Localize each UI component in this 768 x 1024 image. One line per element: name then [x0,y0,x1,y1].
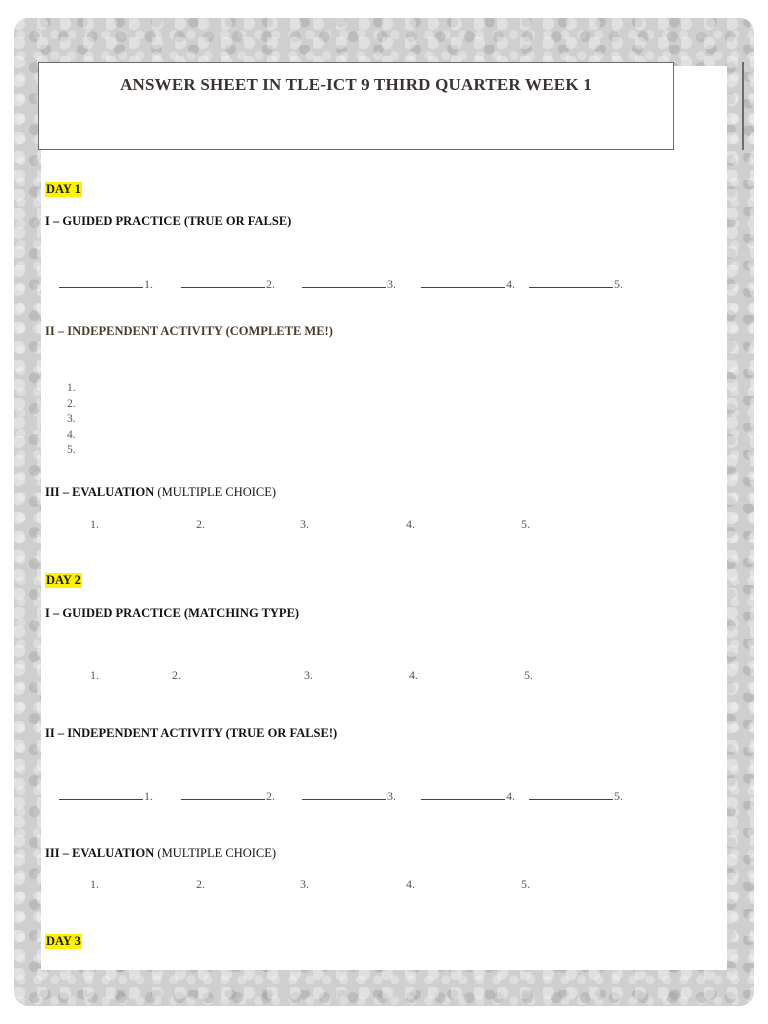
day1-guided-answer-1[interactable]: 1. [59,277,153,292]
day2-eval-item-2: 2. [196,877,205,891]
day1-evaluation-heading: III – EVALUATION (MULTIPLE CHOICE) [45,485,277,499]
day1-label: DAY 1 [46,182,81,196]
list-item: 1. [67,382,76,394]
document-title: ANSWER SHEET IN TLE-ICT 9 THIRD QUARTER WEEK 1 [120,75,592,94]
day2-independent-heading: II – INDEPENDENT ACTIVITY (TRUE OR FALSE!) [45,726,338,740]
day2-eval-item-1: 1. [90,877,99,891]
day2-guided-item-5: 5. [524,668,533,682]
day2-independent-answer-3[interactable]: 3. [302,789,396,804]
day1-independent-list [67,381,76,459]
day2-independent-answer-1[interactable]: 1. [59,789,153,804]
day2-independent-answer-4[interactable]: 4. [421,789,515,804]
day1-eval-item-4: 4. [406,517,415,531]
day1-eval-item-5: 5. [521,517,530,531]
list-item: 2. [67,397,76,410]
day1-guided-heading: I – GUIDED PRACTICE (TRUE OR FALSE) [45,214,292,228]
day2-guided-item-1: 1. [90,668,99,682]
day1-eval-item-3: 3. [300,517,309,531]
margin-line [742,62,744,150]
day2-guided-item-3: 3. [304,668,313,682]
list-item: 3. [67,413,76,425]
day2-independent-answer-2[interactable]: 2. [181,789,275,804]
day2-label: DAY 2 [46,573,81,587]
day3-label: DAY 3 [46,934,81,948]
list-item: 4. [67,428,76,441]
day1-guided-answer-2[interactable]: 2. [181,277,275,292]
day2-independent-answer-5[interactable]: 5. [529,789,623,804]
day2-evaluation-heading: III – EVALUATION (MULTIPLE CHOICE) [45,846,277,860]
day2-guided-item-2: 2. [172,668,181,682]
day1-independent-heading: II – INDEPENDENT ACTIVITY (COMPLETE ME!) [45,324,333,338]
day2-guided-heading: I – GUIDED PRACTICE (MATCHING TYPE) [45,606,300,620]
day1-guided-answer-5[interactable]: 5. [529,277,623,292]
title-box [38,62,674,150]
day2-eval-item-4: 4. [406,877,415,891]
day1-eval-item-2: 2. [196,517,205,531]
day2-eval-item-3: 3. [300,877,309,891]
day1-eval-item-1: 1. [90,517,99,531]
list-item: 5. [67,444,76,456]
day2-guided-item-4: 4. [409,668,418,682]
day1-guided-answer-3[interactable]: 3. [302,277,396,292]
day2-eval-item-5: 5. [521,877,530,891]
answer-sheet-page [41,66,727,970]
day1-guided-answer-4[interactable]: 4. [421,277,515,292]
